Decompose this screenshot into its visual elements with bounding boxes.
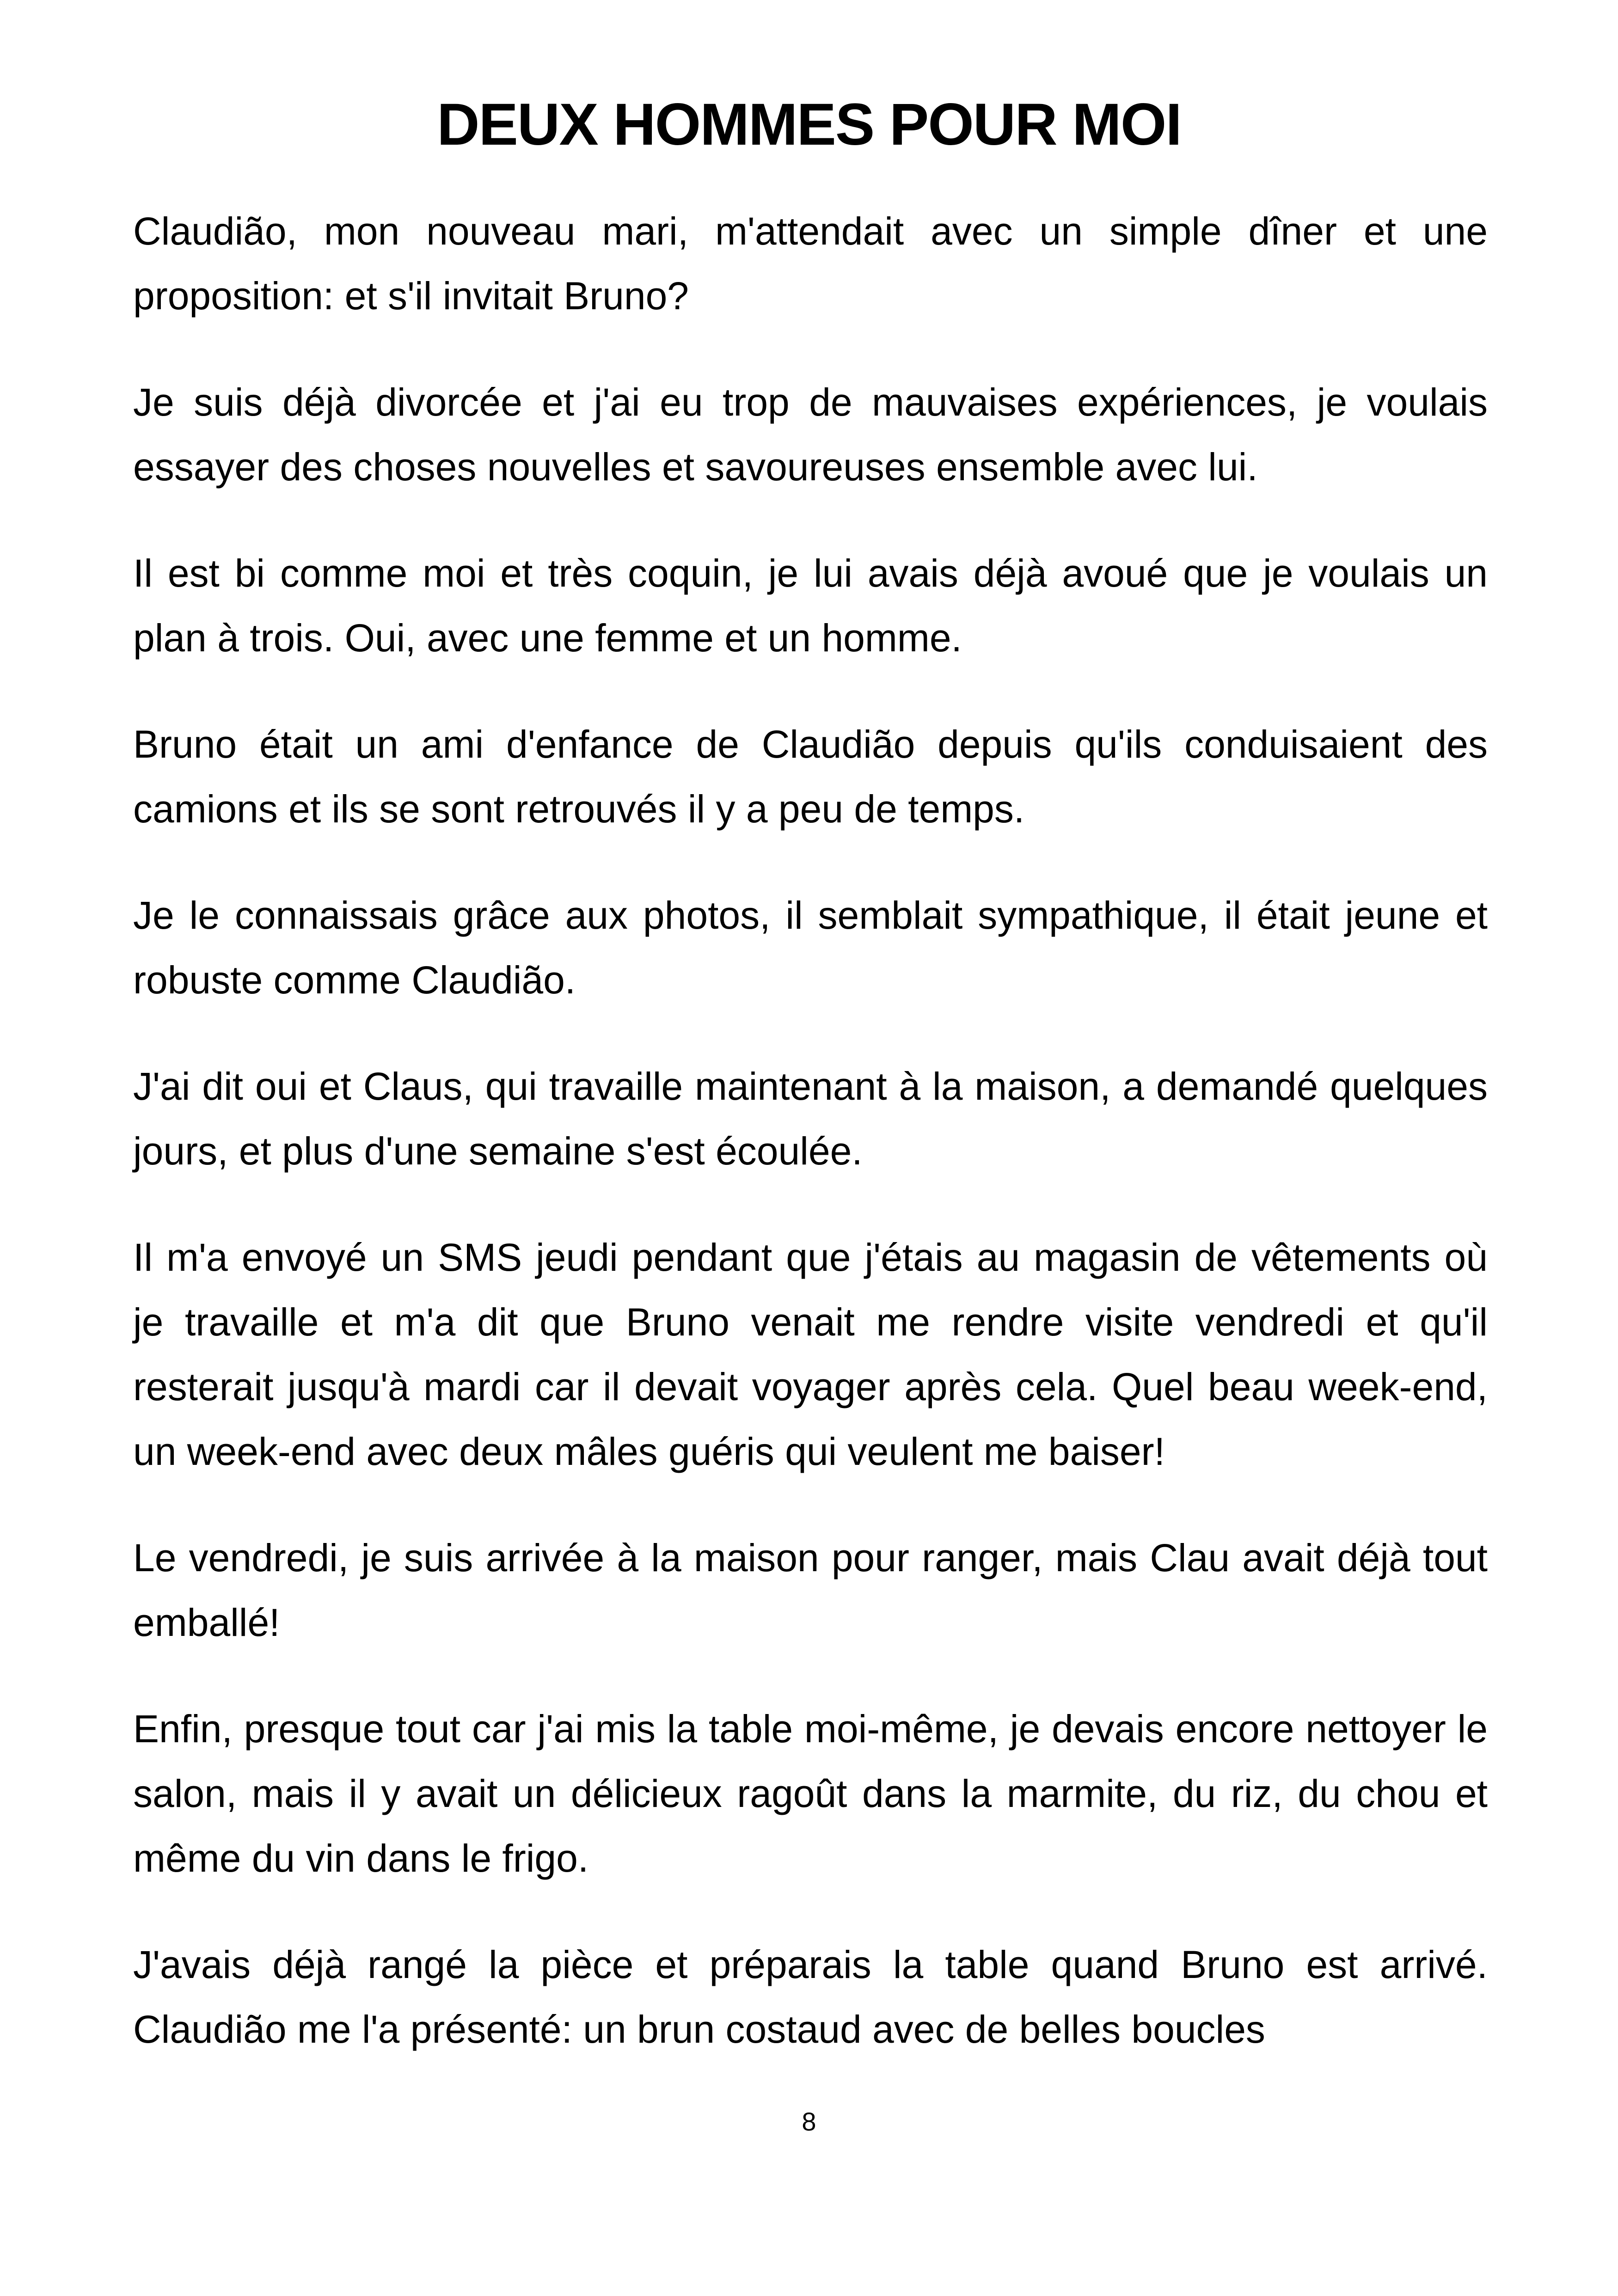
page-title: DEUX HOMMES POUR MOI	[437, 92, 1181, 158]
paragraph-3: Il est bi comme moi et très coquin, je lui avais déjà avoué que je voulais un plan à trois. Oui, avec une femme et un homme.	[133, 551, 1488, 660]
paragraph-2: Je suis déjà divorcée et j'ai eu trop de mauvaises expériences, je voulais essayer des choses nouvelles et savoureuses ensemble avec lui.	[133, 380, 1488, 489]
page-number: 8	[802, 2107, 816, 2136]
paragraph-4: Bruno était un ami d'enfance de Claudião depuis qu'ils conduisaient des camions et ils se sont retrouvés il y a peu de temps.	[133, 722, 1488, 831]
paragraph-6: J'ai dit oui et Claus, qui travaille maintenant à la maison, a demandé quelques jours, et plus d'une semaine s'est écoulée.	[133, 1065, 1488, 1173]
paragraph-5: Je le connaissais grâce aux photos, il semblait sympathique, il était jeune et robuste comme Claudião.	[133, 894, 1488, 1002]
paragraph-8: Le vendredi, je suis arrivée à la maison pour ranger, mais Clau avait déjà tout emballé!	[133, 1536, 1488, 1644]
paragraph-7: Il m'a envoyé un SMS jeudi pendant que j'étais au magasin de vêtements où je travaille et m'a dit que Bruno venait me rendre visite vendredi et qu'il resterait jusqu'à mardi car il devait voyager après cela. Quel beau week-end, un week-end avec deux mâles guéris qui veulent me baiser!	[133, 1236, 1488, 1473]
body-text	[133, 199, 1488, 2103]
paragraph-10: J'avais déjà rangé la pièce et préparais la table quand Bruno est arrivé. Claudião me l'a présenté: un brun costaud avec de belles boucles	[133, 1943, 1488, 2051]
paragraph-1: Claudião, mon nouveau mari, m'attendait avec un simple dîner et une proposition: et s'il invitait Bruno?	[133, 209, 1488, 318]
paragraph-9: Enfin, presque tout car j'ai mis la table moi-même, je devais encore nettoyer le salon, mais il y avait un délicieux ragoût dans la marmite, du riz, du chou et même du vin dans le frigo.	[133, 1707, 1488, 1880]
